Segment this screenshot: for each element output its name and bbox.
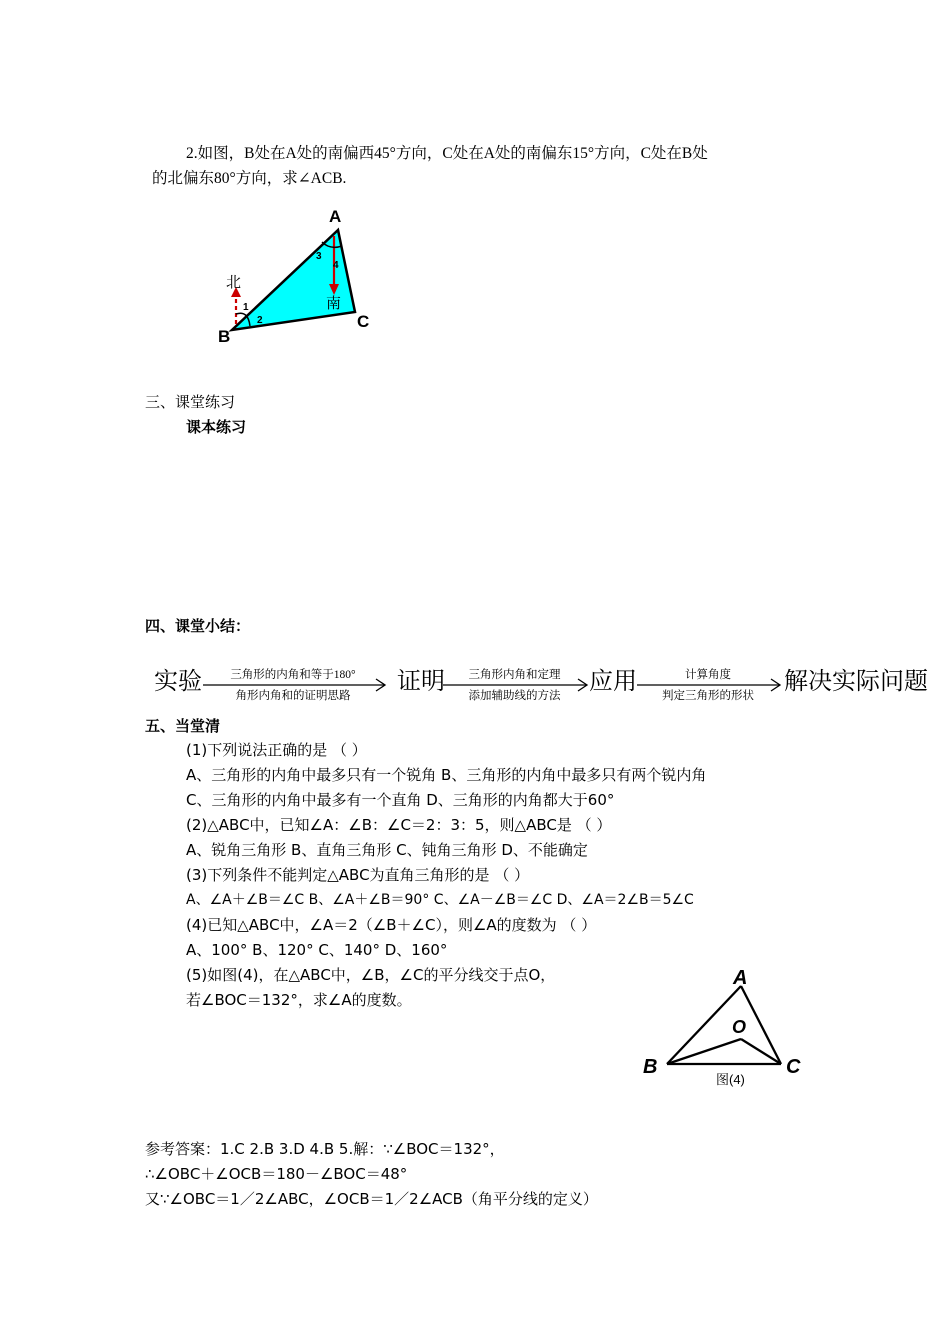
figure-4 — [640, 962, 815, 1090]
flow-word-solve: 解决实际问题 — [784, 669, 928, 695]
fig4-label-o: O — [732, 1017, 747, 1037]
label-north: 北 — [226, 274, 242, 291]
q4-options: A、100° B、120° C、140° D、160° — [186, 941, 448, 959]
q2-options: A、锐角三角形 B、直角三角形 C、钝角三角形 D、不能确定 — [186, 841, 588, 859]
flow-arrow1-bottom: 角形内角和的证明思路 — [235, 690, 351, 702]
q1: (1)下列说法正确的是 （ ） — [186, 741, 367, 759]
flow-arrow3-bottom: 判定三角形的形状 — [662, 690, 754, 702]
label-3: 3 — [316, 251, 322, 262]
label-south: 南 — [326, 295, 342, 312]
label-2: 2 — [257, 315, 263, 326]
q5-line1: (5)如图(4)，在△ABC中，∠B，∠C的平分线交于点O， — [186, 966, 556, 984]
q3: (3)下列条件不能判定△ABC为直角三角形的是 （ ） — [186, 866, 530, 884]
q5-line2: 若∠BOC＝132°，求∠A的度数。 — [186, 991, 412, 1009]
answers-line3: 又∵∠OBC＝1／2∠ABC，∠OCB＝1／2∠ACB（角平分线的定义） — [145, 1190, 598, 1208]
q4: (4)已知△ABC中，∠A＝2（∠B＋∠C），则∠A的度数为 （ ） — [186, 916, 597, 934]
answers-line1: 参考答案：1.C 2.B 3.D 4.B 5.解：∵∠BOC＝132°， — [145, 1140, 505, 1158]
flow-arrow2-bottom: 添加辅助线的方法 — [468, 690, 561, 702]
fig4-caption: 图(4) — [716, 1072, 745, 1087]
q2: (2)△ABC中，已知∠A：∠B：∠C＝2：3：5，则△ABC是 （ ） — [186, 816, 612, 834]
label-4: 4 — [333, 260, 339, 271]
q3-options: A、∠A＋∠B＝∠C B、∠A＋∠B＝90° C、∠A－∠B＝∠C D、∠A＝2∠B＝5∠C — [186, 892, 694, 908]
fig4-label-a: A — [733, 967, 748, 989]
section5-title: 五、当堂清 — [145, 717, 221, 735]
fig4-label-b: B — [643, 1056, 658, 1078]
label-a: A — [329, 207, 342, 226]
q1-options-ab: A、三角形的内角中最多只有一个锐角 B、三角形的内角中最多只有两个锐内角 — [186, 766, 707, 784]
problem2-line2: 的北偏东80°方向，求∠ACB. — [152, 170, 347, 187]
flow-arrow2-top: 三角形内角和定理 — [468, 669, 561, 681]
section4-title: 四、课堂小结： — [145, 617, 251, 635]
q1-options-cd: C、三角形的内角中最多有一个直角 D、三角形的内角都大于60° — [186, 791, 615, 809]
flow-word-apply: 应用 — [589, 669, 637, 695]
flow-arrow1-top: 三角形的内角和等于180° — [230, 669, 356, 681]
fig4-label-c: C — [786, 1056, 801, 1078]
label-c: C — [357, 312, 370, 331]
problem2-line1: 2.如图，B处在A处的南偏西45°方向，C处在A处的南偏东15°方向，C处在B处 — [186, 145, 708, 162]
label-b: B — [218, 327, 231, 346]
label-1: 1 — [243, 302, 249, 313]
flow-arrow3-top: 计算角度 — [685, 669, 731, 681]
answers-line2: ∴∠OBC＋∠OCB＝180－∠BOC＝48° — [145, 1165, 408, 1183]
flow-word-experiment: 实验 — [154, 669, 202, 695]
flow-word-proof: 证明 — [397, 669, 445, 695]
section3-title: 三、课堂练习 — [145, 393, 236, 411]
section3-sub: 课本练习 — [186, 418, 247, 436]
